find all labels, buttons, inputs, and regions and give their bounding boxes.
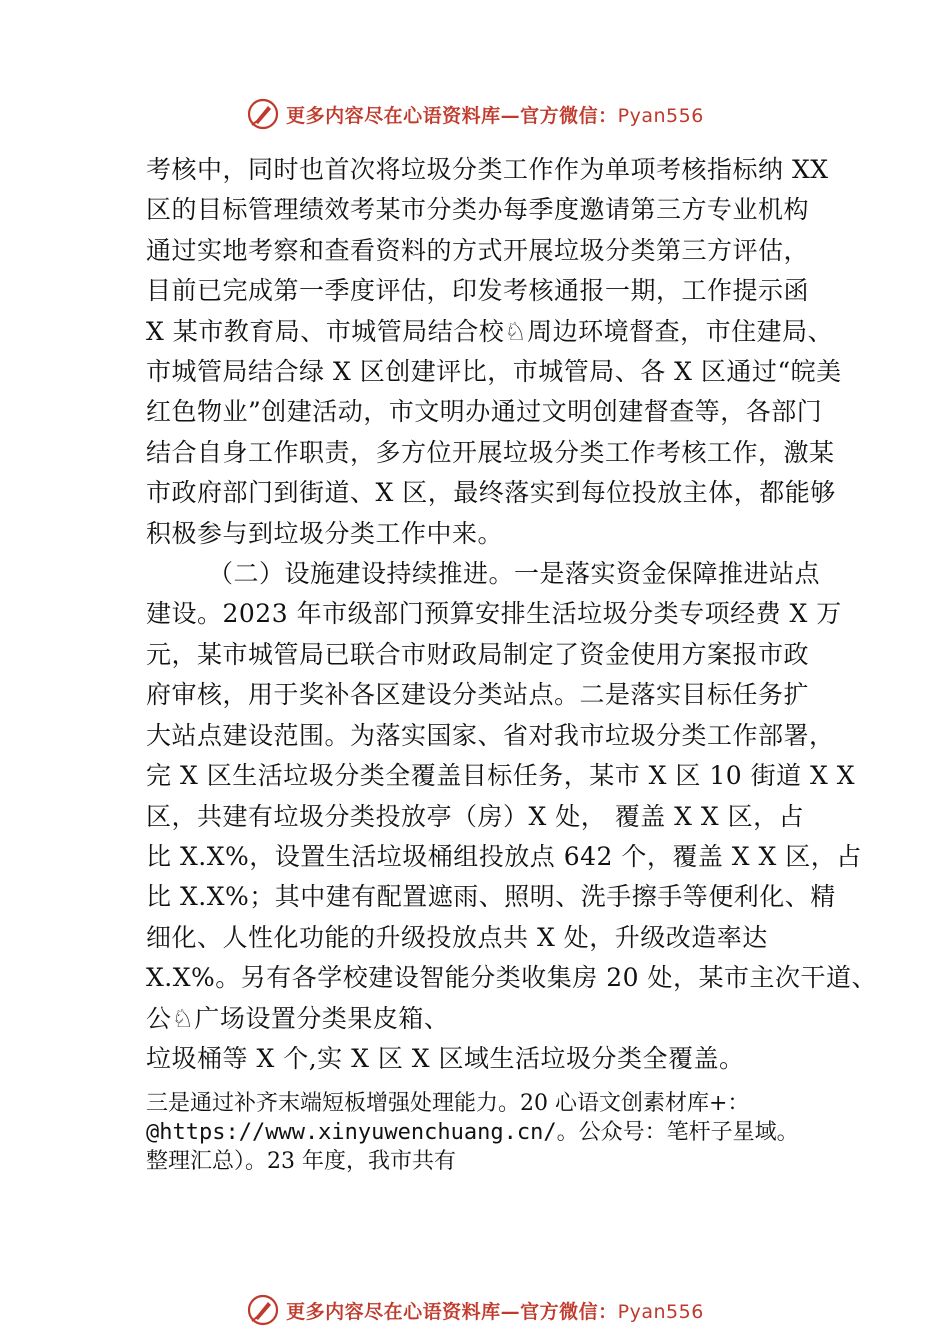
body-line: 考核中，同时也首次将垃圾分类工作作为单项考核指标纳 XX xyxy=(146,155,829,184)
body-line: X.X%。另有各学校建设智能分类收集房 20 处，某市主次干道、 xyxy=(146,963,878,993)
document-body xyxy=(146,150,878,1176)
wechat-id: Pyan556 xyxy=(617,1300,704,1323)
body-line: 完 X 区生活垃圾分类全覆盖目标任务，某市 X 区 10 街道 X X xyxy=(146,761,856,791)
banner-text: 更多内容尽在心语资料库—官方微信：Pyan556 xyxy=(286,104,704,127)
body-line: 市政府部门到街道、X 区，最终落实到每位投放主体，都能够 xyxy=(146,478,836,508)
body-line: 公♘广场设置分类果皮箱、 xyxy=(146,1003,450,1033)
body-line: 大站点建设范围。为落实国家、省对我市垃圾分类工作部署， xyxy=(146,720,835,750)
body-line: 区的目标管理绩效考某市分类办每季度邀请第三方专业机构 xyxy=(146,195,810,225)
quill-logo-icon xyxy=(246,97,280,131)
body-line: 比 X.X%，设置生活垃圾桶组投放点 642 个，覆盖 X X 区，占 xyxy=(146,841,862,871)
body-line: 细化、人性化功能的升级投放点共 X 处，升级改造率达 xyxy=(146,922,768,952)
footer-text-line: 整理汇总）。23 年度，我市共有 xyxy=(146,1149,456,1175)
wechat-id: Pyan556 xyxy=(617,104,704,127)
body-line: 比 X.X%；其中建有配置遮雨、照明、洗手擦手等便利化、精 xyxy=(146,882,836,912)
body-line: 结合自身工作职责，多方位开展垃圾分类工作考核工作，激某 xyxy=(146,437,835,467)
footer-url-line: @https://www.xinyuwenchuang.cn/。公众号：笔杆子星域。 xyxy=(146,1120,799,1146)
body-line: 市城管局结合绿 X 区创建评比，市城管局、各 X 区通过“皖美 xyxy=(146,357,842,387)
header-banner xyxy=(0,94,950,134)
footer-banner xyxy=(0,1290,950,1330)
body-line: 通过实地考察和查看资料的方式开展垃圾分类第三方评估， xyxy=(146,235,810,265)
body-line: 府审核，用于奖补各区建设分类站点。二是落实目标任务扩 xyxy=(146,680,810,710)
quill-logo-icon xyxy=(246,1293,280,1327)
body-line: 积极参与到垃圾分类工作中来。 xyxy=(146,518,504,548)
banner-text: 更多内容尽在心语资料库—官方微信：Pyan556 xyxy=(286,1300,704,1323)
section-heading-line: （二）设施建设持续推进。一是落实资金保障推进站点 xyxy=(208,559,821,589)
body-line: 建设。2023 年市级部门预算安排生活垃圾分类专项经费 X 万 xyxy=(146,599,842,629)
body-line: X 某市教育局、市城管局结合校♘周边环境督查，市住建局、 xyxy=(146,316,834,346)
body-line: 垃圾桶等 X 个,实 X 区 X 区域生活垃圾分类全覆盖。 xyxy=(146,1043,745,1073)
body-line: 目前已完成第一季度评估，印发考核通报一期，工作提示函 xyxy=(146,276,810,306)
body-line: 红色物业”创建活动，市文明办通过文明创建督查等，各部门 xyxy=(146,397,823,427)
footer-text-line: 三是通过补齐末端短板增强处理能力。20 心语文创素材库+： xyxy=(146,1091,750,1117)
body-line: 区，共建有垃圾分类投放亭（房）X 处， 覆盖 X X 区，占 xyxy=(146,801,805,831)
body-line: 元，某市城管局已联合市财政局制定了资金使用方案报市政 xyxy=(146,639,810,669)
